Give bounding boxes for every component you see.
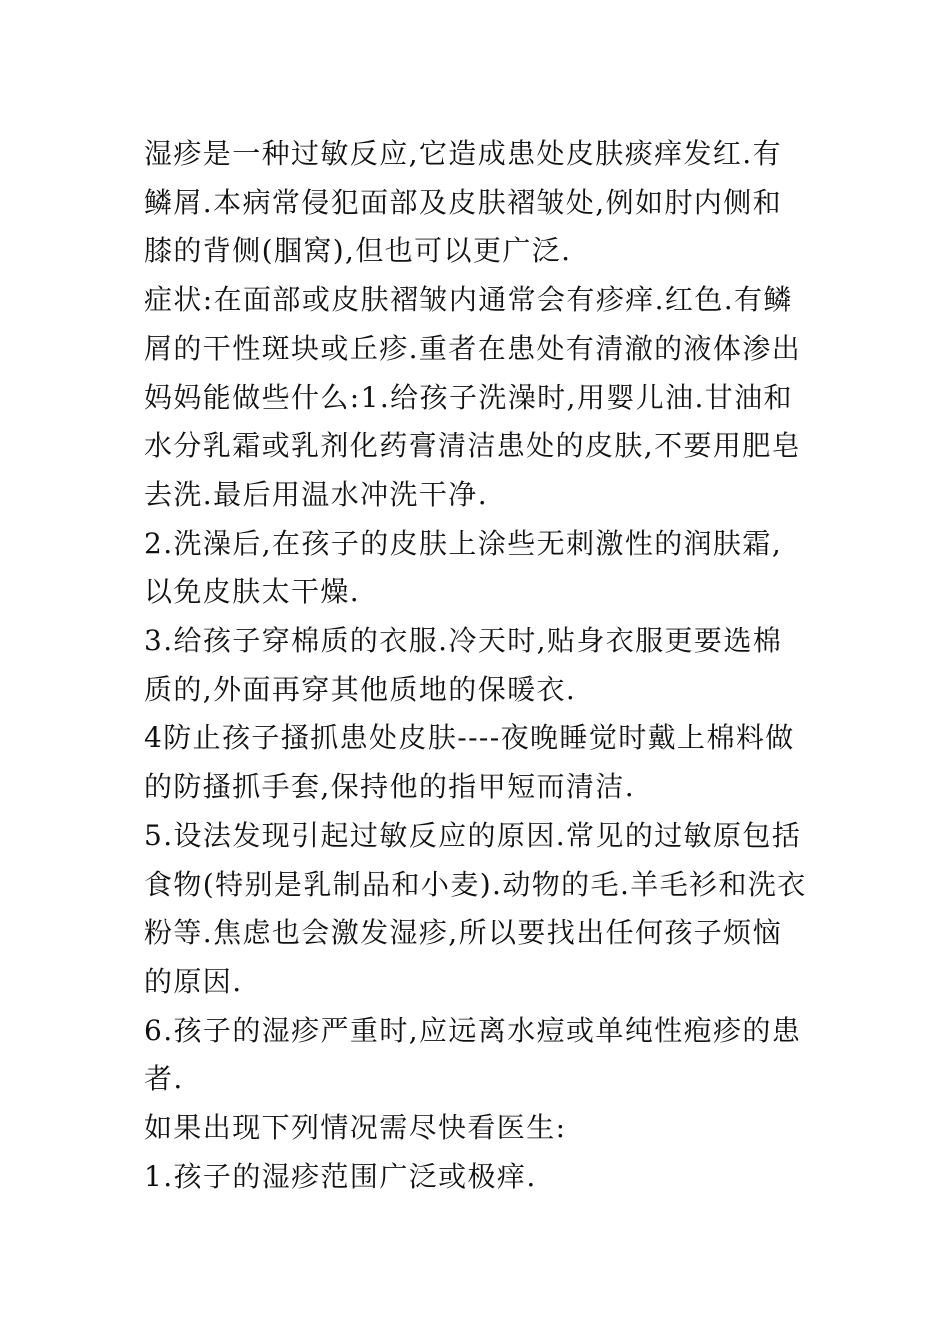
paragraph-tip-6: 6.孩子的湿疹严重时,应远离水痘或单纯性疱疹的患者. xyxy=(144,1013,802,1096)
document-body xyxy=(144,130,809,1201)
paragraph-tip-4: 4防止孩子搔抓患处皮肤----夜晚睡觉时戴上棉料做的防搔抓手套,保持他的指甲短而清洁. xyxy=(144,721,795,804)
paragraph-see-doctor-1: 1.孩子的湿疹范围广泛或极痒. xyxy=(144,1159,537,1193)
paragraph-symptoms: 症状:在面部或皮肤褶皱内通常会有疹痒.红色.有鳞屑的干性斑块或丘疹.重者在患处有清澈的液体渗出 xyxy=(144,283,802,365)
paragraph-intro: 湿疹是一种过敏反应,它造成患处皮肤痰痒发红.有鳞屑.本病常侵犯面部及皮肤褶皱处,例如肘内侧和膝的背侧(腘窝),但也可以更广泛. xyxy=(144,137,783,268)
paragraph-tip-2: 2.洗澡后,在孩子的皮肤上涂些无刺激性的润肤霜,以免皮肤太干燥. xyxy=(144,526,783,609)
paragraph-tip-3: 3.给孩子穿棉质的衣服.冷天时,贴身衣服更要选棉质的,外面再穿其他质地的保暖衣. xyxy=(144,624,783,706)
paragraph-see-doctor-heading: 如果出现下列情况需尽快看医生: xyxy=(144,1111,567,1145)
paragraph-tip-5: 5.设法发现引起过敏反应的原因.常见的过敏原包括食物(特别是乳制品和小麦).动物的毛.羊毛衫和洗衣粉等.焦虑也会激发湿疹,所以要找出任何孩子烦恼的原因. xyxy=(144,818,807,998)
paragraph-tip-1: 妈妈能做些什么:1.给孩子洗澡时,用婴儿油.甘油和水分乳霜或乳剂化药膏清洁患处的皮肤,不要用肥皂去洗.最后用温水冲洗干净. xyxy=(144,380,802,511)
